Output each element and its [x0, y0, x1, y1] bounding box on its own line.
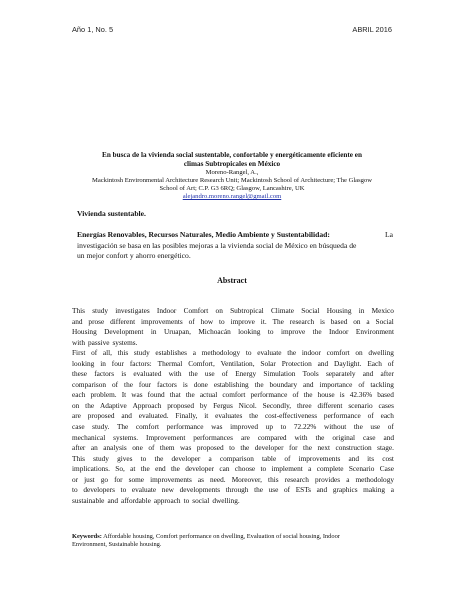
abstract-line [72, 338, 394, 349]
abstract-word: an [90, 443, 98, 453]
abstract-word: approach [153, 495, 181, 505]
abstract-word: factors [94, 369, 115, 379]
abstract-word: to [140, 453, 147, 463]
abstract-line [72, 306, 394, 317]
abstract-word: this [268, 474, 279, 484]
abstract-word: end [155, 464, 166, 474]
abstract-word: proposed [196, 443, 224, 453]
abstract-word: of [292, 390, 299, 400]
abstract-word: cost [382, 453, 394, 463]
abstract-word: study [93, 453, 109, 463]
abstract-word: the [240, 443, 250, 453]
abstract-word: comfort [222, 390, 246, 400]
abstract-word: First [72, 348, 86, 358]
abstract-line [72, 317, 394, 328]
abstract-word: with [294, 432, 308, 442]
abstract-word: of [148, 443, 155, 453]
abstract-word: the [303, 390, 313, 400]
keywords-label: Keywords: [72, 533, 102, 540]
abstract-word: all, [102, 348, 112, 358]
abstract-word: in [100, 358, 106, 368]
keywords-block [72, 533, 394, 549]
abstract-word: with [72, 337, 85, 347]
abstract-word: is [319, 316, 325, 326]
abstract-word: four [138, 379, 152, 389]
abstract-word: after [72, 443, 86, 453]
abstract-word: comfort [326, 348, 350, 358]
abstract-word: to [229, 443, 235, 453]
abstract-word: or [72, 474, 79, 484]
abstract-word: a [208, 453, 212, 463]
abstract-word: Energy [235, 369, 257, 379]
abstract-word: and [303, 379, 314, 389]
abstract-line [72, 422, 394, 433]
abstract-word: proposed [167, 400, 195, 410]
abstract-word: of [112, 379, 119, 389]
abstract-word: different [317, 400, 343, 410]
abstract-word: dwelling [368, 348, 394, 358]
journal-issue: Año 1, No. 5 [72, 25, 114, 34]
abstract-word: sustainable [72, 495, 105, 505]
abstract-line [72, 359, 394, 370]
abstract-word: investigates [115, 306, 150, 315]
author-email-wrap [60, 193, 404, 201]
abstract-word: through [225, 485, 249, 495]
abstract-word: by [199, 400, 208, 410]
abstract-word: developer [185, 464, 215, 474]
abstract-word: a [390, 485, 394, 495]
abstract-word: implement [271, 464, 303, 474]
abstract-word: the [170, 464, 180, 474]
abstract-word: study [92, 306, 109, 315]
abstract-word: to [183, 495, 190, 505]
abstract-line [72, 475, 394, 486]
abstract-word: Improvement [146, 432, 186, 442]
abstract-line [72, 327, 394, 338]
abstract-paragraph-1 [72, 306, 394, 348]
abstract-word: Fergus [213, 400, 233, 410]
abstract-word: study. [92, 422, 110, 432]
abstract-word: of [283, 485, 291, 495]
abstract-word: This [72, 306, 85, 315]
abstract-word: actual [199, 390, 218, 400]
abstract-word: making [363, 485, 386, 495]
abstract-word: new [161, 485, 174, 495]
abstract-word: gives [117, 453, 133, 463]
abstract-word: four [111, 358, 124, 368]
abstract-word: is [121, 369, 127, 379]
abstract-word: the [353, 422, 363, 432]
abstract-word: comfort [135, 422, 160, 432]
abstract-word: the [254, 485, 263, 495]
abstract-word: Case [379, 464, 394, 474]
spanish-summary-line [77, 230, 393, 241]
abstract-word: improvements [140, 316, 183, 326]
abstract-word: done [193, 379, 208, 389]
abstract-word: evaluated [133, 369, 162, 379]
abstract-line [72, 348, 394, 359]
abstract-word: establishes [155, 348, 188, 358]
abstract-word: performance [250, 390, 288, 400]
abstract-word: Development [104, 327, 144, 337]
abstract-word: analysis [103, 443, 127, 453]
abstract-word: construction [335, 443, 372, 453]
abstract-word: ESTs [295, 485, 312, 495]
abstract-word: of [367, 411, 374, 421]
spanish-summary [77, 230, 393, 262]
abstract-word: problem. [90, 390, 117, 400]
affiliation-line: School of Art; C.P. G3 6RQ; Glasgow, Lancashire, UK [159, 185, 305, 192]
abstract-word: of [221, 369, 228, 379]
author-email-link[interactable]: alejandro.moreno.rangel@gmail.com [182, 193, 282, 200]
abstract-word: case [362, 432, 376, 442]
abstract-word: based [377, 390, 394, 400]
abstract-word: use [268, 485, 279, 495]
abstract-word: it [204, 411, 209, 421]
abstract-word: to [219, 316, 225, 326]
abstract-word: and [316, 485, 328, 495]
abstract-line [72, 464, 394, 475]
abstract-word: indoor [301, 348, 321, 358]
abstract-word: Indoor [329, 327, 349, 337]
affiliation-line: Mackintosh Environmental Architecture Research Unit; Mackintosh School of Architecture; The Glasgow [91, 177, 373, 184]
abstract-word: complete [316, 464, 344, 474]
abstract-word: is [339, 390, 345, 400]
abstract-word: its [367, 453, 375, 463]
abstract-word: Thermal [157, 358, 183, 368]
abstract-word: to [280, 422, 287, 432]
abstract-word: prose [88, 316, 105, 326]
abstract-word: Environment [355, 327, 394, 337]
article-title [70, 151, 394, 168]
abstract-word: mechanical [72, 432, 106, 442]
abstract-word: Indoor [156, 306, 177, 315]
abstract-word: methodology [201, 348, 241, 358]
abstract-word: the [188, 369, 198, 379]
abstract-word: evaluates [215, 411, 243, 421]
abstract-word: study [133, 348, 150, 358]
abstract-word: to [267, 327, 274, 337]
abstract-word: it. [260, 316, 267, 326]
abstract-word: systems. [112, 337, 138, 347]
abstract-word: looking [72, 358, 95, 368]
abstract-word: a [308, 464, 312, 474]
abstract-word: the [249, 411, 259, 421]
abstract-word: importance [319, 379, 353, 389]
abstract-word: Tools [302, 369, 319, 379]
abstract-word: stage. [377, 443, 394, 453]
abstract-word: to [245, 348, 252, 358]
abstract-word: cost-effectiveness [264, 411, 318, 421]
abstract-word: each [380, 411, 394, 421]
abstract-word: Climate [270, 306, 295, 315]
abstract-word: as [197, 474, 204, 484]
abstract-word: Social [301, 306, 320, 315]
abstract-word: of [91, 348, 98, 358]
abstract-word: use [204, 369, 215, 379]
abstract-word: on [353, 316, 361, 326]
abstract-word: of [188, 316, 195, 326]
abstract-word: on [72, 400, 80, 410]
abstract-word: next [317, 443, 331, 453]
abstract-word: based [330, 316, 348, 326]
abstract-line [72, 390, 394, 401]
abstract-word: each [72, 390, 86, 400]
abstract-word: in [150, 327, 157, 337]
abstract-word: after [380, 369, 394, 379]
abstract-word: It [121, 390, 127, 400]
abstract-word: social [192, 495, 210, 505]
abstract-word: Housing [326, 306, 352, 315]
abstract-word: these [72, 369, 87, 379]
abstract-word: Finally, [175, 411, 198, 421]
journal-date: ABRIL 2016 [352, 25, 392, 34]
abstract-word: on [355, 348, 363, 358]
abstract-word: and [317, 358, 329, 368]
abstract-word: and [348, 453, 360, 463]
abstract-word: are [240, 432, 250, 442]
abstract-word: use [370, 422, 381, 432]
abstract-word: Secondly, [262, 400, 292, 410]
abstract-word: The [116, 422, 129, 432]
abstract-word: is [182, 379, 188, 389]
abstract-word: performance [166, 422, 204, 432]
abstract-word: need. [210, 474, 226, 484]
abstract-word: for [114, 474, 123, 484]
spanish-summary-line: un mejor confort y ahorro energético. [77, 251, 191, 261]
spanish-keywords-label: Energías Renovables, Recursos Naturales, Medio Ambiente y Sustentabilidad: [77, 230, 330, 239]
abstract-word: cases [378, 400, 394, 410]
abstract-word: the [140, 464, 150, 474]
abstract-word: improve [280, 327, 306, 337]
spanish-summary-line: investigación se basa en las posibles mejoras a la vivienda social de México en búsqueda de [77, 240, 357, 250]
abstract-word: the [185, 390, 195, 400]
abstract-word: So, [115, 464, 125, 474]
abstract-word: Protection [281, 358, 312, 368]
abstract-word: a [366, 316, 370, 326]
abstract-word: the [303, 443, 312, 453]
abstract-word: at [130, 464, 136, 474]
abstract-word: Each [367, 358, 382, 368]
abstract-word: and [362, 369, 374, 379]
abstract-word: performances [193, 432, 234, 442]
abstract-word: just [84, 474, 95, 484]
abstract-word: to [260, 464, 267, 474]
abstract-word: to [120, 485, 127, 495]
abstract-word: developer [171, 453, 201, 463]
abstract-word: the [287, 348, 297, 358]
abstract-word: Approach [132, 400, 162, 410]
abstract-word: provides [315, 474, 341, 484]
abstract-word: case [72, 422, 85, 432]
abstract-word: factors: [129, 358, 152, 368]
abstract-word: can [219, 464, 230, 474]
abstract-word: the [254, 379, 264, 389]
abstract-word: with [168, 369, 182, 379]
abstract-word: developers [83, 485, 115, 495]
abstract-body [72, 306, 394, 506]
abstract-word: and [72, 316, 83, 326]
abstract-word: found [147, 390, 165, 400]
abstract-word: house [317, 390, 335, 400]
abstract-word: Ventilation, [220, 358, 255, 368]
abstract-word: was [211, 422, 223, 432]
abstract-word: comparison [219, 453, 254, 463]
abstract-word: research [289, 316, 315, 326]
abstract-word: one [132, 443, 143, 453]
abstract-word: Subtropical [230, 306, 264, 315]
abstract-word: Social [375, 316, 394, 326]
abstract-word: this [117, 348, 129, 358]
abstract-word: separately [325, 369, 356, 379]
abstract-word: Michoacán [198, 327, 231, 337]
abstract-word: passive [87, 337, 110, 347]
abstract-word: Uruapan, [163, 327, 191, 337]
abstract-word: of [387, 358, 394, 368]
abstract-word: on [215, 306, 223, 315]
abstract-line [72, 485, 394, 496]
abstract-word: was [131, 390, 143, 400]
abstract-word: them [159, 443, 175, 453]
abstract-word: compared [257, 432, 287, 442]
abstract-word: the [312, 327, 322, 337]
abstract-word: systems. [113, 432, 139, 442]
abstract-word: factors [157, 379, 177, 389]
article-title-line: En busca de la vivienda social sustentable, confortable y energéticamente eficiente en [102, 151, 362, 159]
abstract-word: Simulation [263, 369, 296, 379]
abstract-word: evaluate [131, 485, 157, 495]
abstract-word: the [124, 379, 133, 389]
abstract-word: of [284, 453, 291, 463]
abstract-word: improved [230, 422, 259, 432]
abstract-word: developer [254, 443, 284, 453]
abstract-word: Solar [260, 358, 276, 368]
abstract-word: three [296, 400, 312, 410]
abstract-word: and [383, 432, 394, 442]
abstract-word: different [110, 316, 136, 326]
abstract-word: Mexico [371, 306, 394, 315]
spanish-heading: Vivienda sustentable. [77, 209, 146, 218]
abstract-word: of [358, 379, 365, 389]
abstract-word: comparison [72, 379, 107, 389]
abstract-word: without [323, 422, 347, 432]
abstract-word: Moreover, [231, 474, 262, 484]
abstract-line [72, 433, 394, 444]
abstract-word: affordable [120, 495, 151, 505]
abstract-word: improve [230, 316, 255, 326]
abstract-word: tackling [370, 379, 394, 389]
abstract-word: the [315, 432, 325, 442]
abstract-word: in [358, 306, 365, 315]
abstract-heading: Abstract [217, 276, 247, 285]
abstract-word: The [272, 316, 284, 326]
abstract-word: original [332, 432, 356, 442]
abstract-word: table [262, 453, 277, 463]
abstract-line [72, 443, 394, 454]
abstract-word: go [100, 474, 109, 484]
abstract-word: graphics [332, 485, 358, 495]
abstract-word: Comfort [183, 306, 209, 315]
abstract-line [72, 401, 394, 412]
abstract-word: Scenario [348, 464, 375, 474]
abstract-word: to [72, 485, 78, 495]
article-title-line: climas Subtropicales en México [183, 159, 281, 168]
abstract-line [72, 369, 394, 380]
abstract-word: performance [323, 411, 361, 421]
abstract-word: Comfort, [188, 358, 215, 368]
keywords-text: Affordable housing, Comfort performance on dwelling, Evaluation of social housing, Indoor [103, 533, 340, 540]
abstract-word: establishing [213, 379, 249, 389]
abstract-word: evaluated. [138, 411, 169, 421]
keywords-line [72, 533, 394, 541]
abstract-word: of [387, 422, 394, 432]
abstract-word: implications. [72, 464, 110, 474]
abstract-word: choose [234, 464, 256, 474]
abstract-word: for [289, 443, 298, 453]
abstract-word: developments [179, 485, 221, 495]
abstract-word: the [85, 400, 95, 410]
abstract-word: looking [238, 327, 261, 337]
author-name: Moreno-Rangel, A., [205, 169, 259, 176]
abstract-word: was [180, 443, 192, 453]
abstract-word: scenario [348, 400, 373, 410]
abstract-word: and [121, 411, 132, 421]
abstract-word: and [107, 495, 118, 505]
abstract-word: improvements [150, 474, 192, 484]
abstract-paragraph-2 [72, 348, 394, 506]
abstract-word: Housing [72, 327, 97, 337]
keywords-line: Environment, Sustainable housing. [72, 541, 162, 548]
abstract-word: Adaptive [99, 400, 127, 410]
abstract-word: dwelling. [212, 495, 240, 505]
abstract-word: a [192, 348, 196, 358]
abstract-word: Nicol. [238, 400, 257, 410]
abstract-word: This [72, 453, 85, 463]
abstract-word: the [154, 453, 164, 463]
abstract-line [72, 411, 394, 422]
abstract-word: that [169, 390, 181, 400]
abstract-word: evaluate [257, 348, 282, 358]
abstract-word: Daylight. [334, 358, 362, 368]
abstract-line [72, 454, 394, 465]
abstract-word: 42.36% [349, 390, 373, 400]
spanish-keywords-tail: La [384, 230, 393, 239]
abstract-word: improvements [298, 453, 341, 463]
abstract-line [72, 496, 394, 507]
abstract-word: a [346, 474, 350, 484]
abstract-word: proposed [87, 411, 115, 421]
abstract-word: are [72, 411, 81, 421]
abstract-word: some [128, 474, 145, 484]
abstract-word: how [200, 316, 214, 326]
abstract-word: 72.22% [293, 422, 317, 432]
abstract-word: up [265, 422, 273, 432]
abstract-word: boundary [269, 379, 298, 389]
abstract-line [72, 380, 394, 391]
abstract-word: research [284, 474, 309, 484]
abstract-word: methodology [355, 474, 394, 484]
